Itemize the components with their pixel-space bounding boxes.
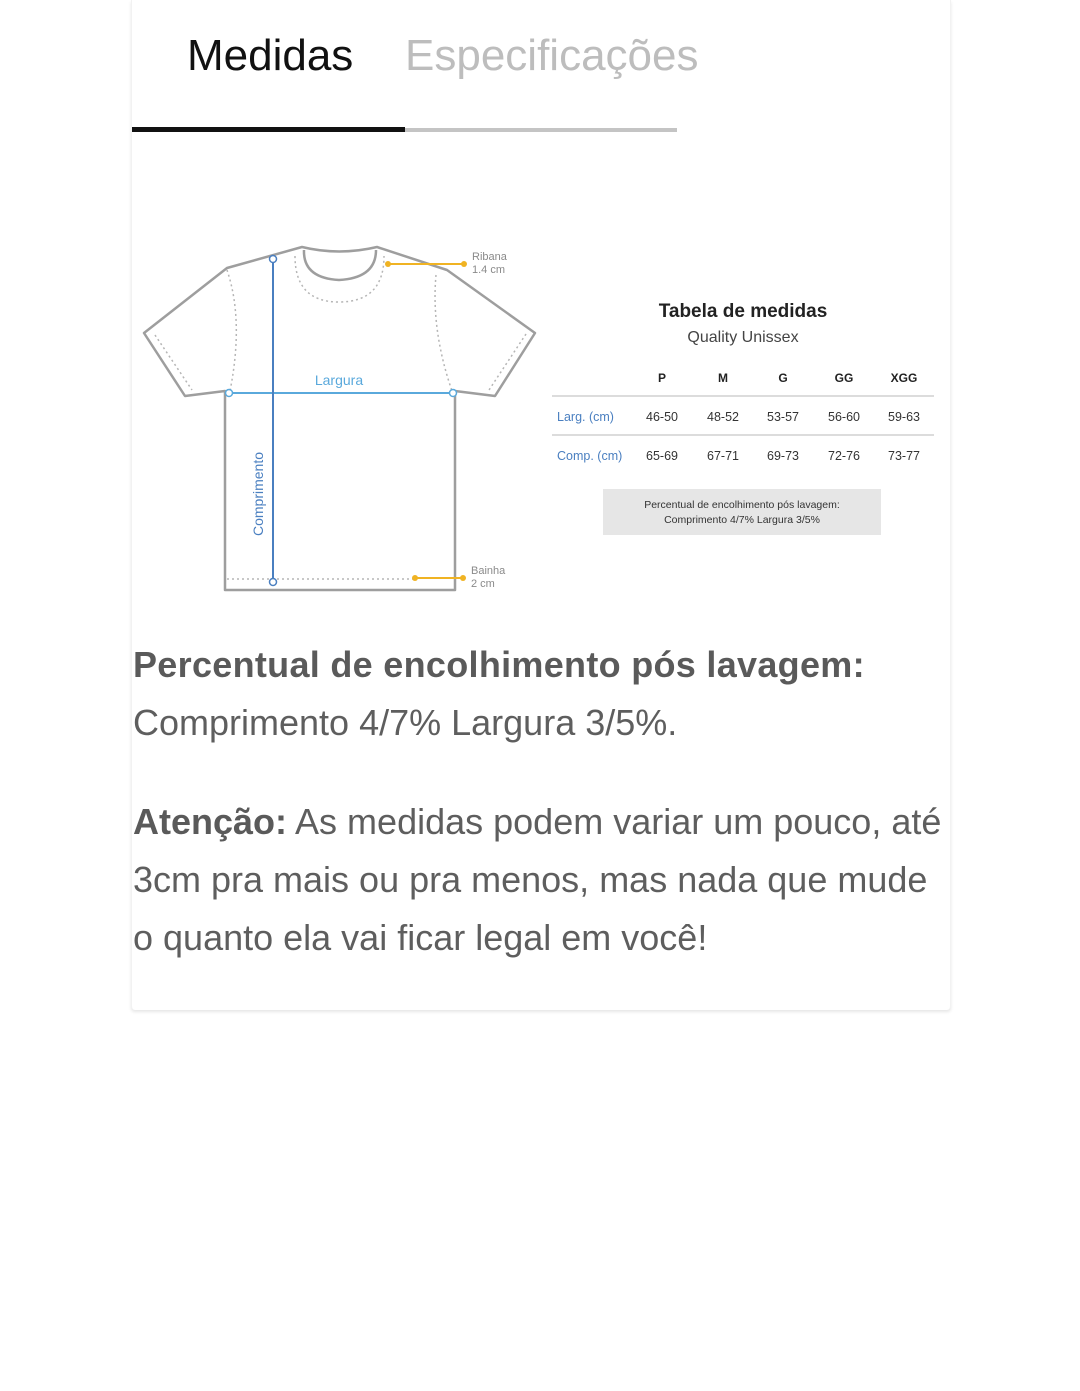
right-cuff-seam (489, 334, 526, 390)
size-chart-image (132, 230, 950, 600)
row-largura-g: 53-57 (767, 410, 799, 424)
bainha-size: 2 cm (471, 578, 495, 590)
bainha-marker-right (460, 575, 466, 581)
row-largura-xgg: 59-63 (888, 410, 920, 424)
header-p: P (657, 371, 667, 385)
tab-especificacoes[interactable]: Especificações (405, 31, 699, 80)
row-largura-p: 46-50 (646, 410, 678, 424)
ribana-marker-right (461, 261, 467, 267)
tshirt-outline (144, 247, 535, 590)
attention-label: Atenção: (133, 801, 288, 842)
active-tab-indicator (132, 127, 405, 132)
comprimento-label: Comprimento (250, 451, 266, 537)
shrink-note-box (603, 489, 881, 535)
shrink-note-line2: Comprimento 4/7% Largura 3/5% (664, 514, 820, 526)
ribana-marker-left (385, 261, 391, 267)
row-largura-gg: 56-60 (828, 410, 860, 424)
largura-label: Largura (314, 372, 364, 388)
bainha-marker-left (412, 575, 418, 581)
shrinkage-info (133, 636, 953, 752)
table-title: Tabela de medidas (658, 301, 828, 322)
attention-info (133, 793, 953, 967)
bainha-label: Bainha (471, 565, 506, 577)
ribana-size: 1.4 cm (472, 264, 506, 276)
header-g: G (778, 371, 788, 385)
comprimento-top-marker (270, 256, 277, 263)
row-comprimento-g: 69-73 (767, 449, 799, 463)
tab-medidas[interactable]: Medidas (187, 31, 354, 80)
row-comprimento-xgg: 73-77 (888, 449, 920, 463)
header-gg: GG (834, 371, 854, 385)
inactive-tab-indicator (405, 128, 677, 132)
largura-right-marker (450, 390, 457, 397)
shrinkage-value: Comprimento 4/7% Largura 3/5%. (133, 702, 678, 743)
right-sleeve-seam (435, 275, 452, 391)
comprimento-bottom-marker (270, 579, 277, 586)
header-m: M (718, 371, 728, 385)
tshirt-collar (304, 250, 376, 280)
tab-bar (132, 0, 699, 132)
table-subtitle: Quality Unissex (687, 329, 799, 346)
product-details-card (131, 0, 951, 1010)
measurement-table (552, 301, 934, 535)
shrink-note-line1: Percentual de encolhimento pós lavagem: (644, 499, 840, 511)
header-xgg: XGG (890, 371, 918, 385)
row-comprimento-label: Comp. (cm) (557, 449, 623, 463)
row-comprimento-p: 65-69 (646, 449, 678, 463)
tshirt-diagram (144, 247, 535, 590)
row-comprimento-m: 67-71 (707, 449, 739, 463)
row-largura-label: Larg. (cm) (557, 410, 614, 424)
left-sleeve-seam (227, 270, 236, 391)
left-cuff-seam (155, 335, 192, 390)
row-comprimento-gg: 72-76 (828, 449, 860, 463)
shrinkage-label: Percentual de encolhimento pós lavagem: (133, 644, 865, 685)
ribana-label: Ribana (472, 251, 507, 263)
attention-text: As medidas podem variar um pouco, até 3cm pra mais ou pra menos, mas nada que mude o quanto ela vai ficar legal em você! (133, 801, 942, 958)
row-largura-m: 48-52 (707, 410, 739, 424)
largura-left-marker (226, 390, 233, 397)
